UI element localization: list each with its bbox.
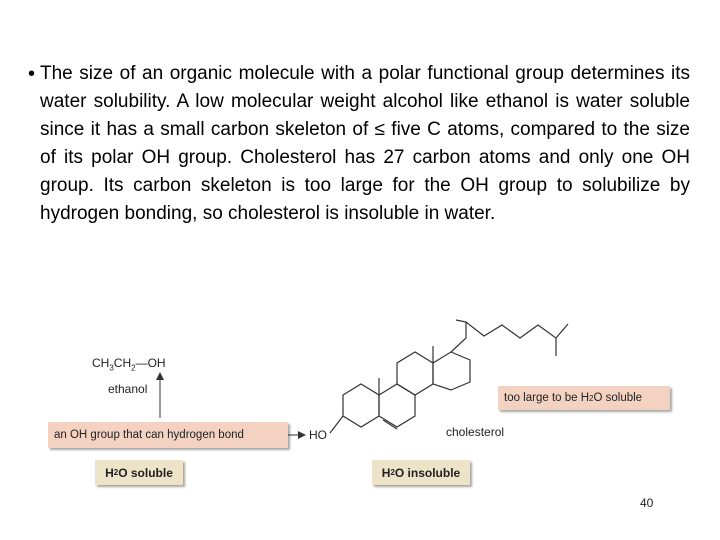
arrow-head-ho bbox=[298, 431, 306, 439]
too-large-box: too large to be H 2 O soluble bbox=[498, 386, 670, 410]
side-chain bbox=[451, 320, 568, 356]
bullet-marker: • bbox=[28, 63, 36, 85]
bullet-text: The size of an organic molecule with a polar functional group determines its water solubility. A low molecular weight alcohol like ethanol is water soluble since it has a small carbon skeleton of ≤ five C atoms, compared to the size of its polar OH group. Cholesterol has 27 carbon atoms and only one OH group. Its carbon skeleton is too large for the OH group to solubilize by hydrogen bonding, so cholesterol is insoluble in water. bbox=[40, 63, 690, 224]
ethanol-label: ethanol bbox=[108, 382, 148, 396]
cholesterol-label: cholesterol bbox=[446, 425, 505, 439]
soluble-box: H 2 O soluble bbox=[95, 460, 183, 485]
arrow-head-ethanol bbox=[156, 372, 164, 380]
ho-label: HO bbox=[309, 428, 327, 442]
ring-c bbox=[397, 352, 433, 395]
ring-d bbox=[433, 352, 470, 390]
ethanol-formula: $CH_3CH_2—OH$ bbox=[92, 356, 166, 373]
double-bond bbox=[383, 420, 397, 429]
oh-group-box: an OH group that can hydrogen bond bbox=[48, 422, 288, 448]
ho-bond bbox=[330, 416, 343, 433]
insoluble-box: H 2 O insoluble bbox=[372, 460, 470, 485]
page-number: 40 bbox=[640, 496, 654, 510]
ring-a bbox=[343, 384, 379, 427]
